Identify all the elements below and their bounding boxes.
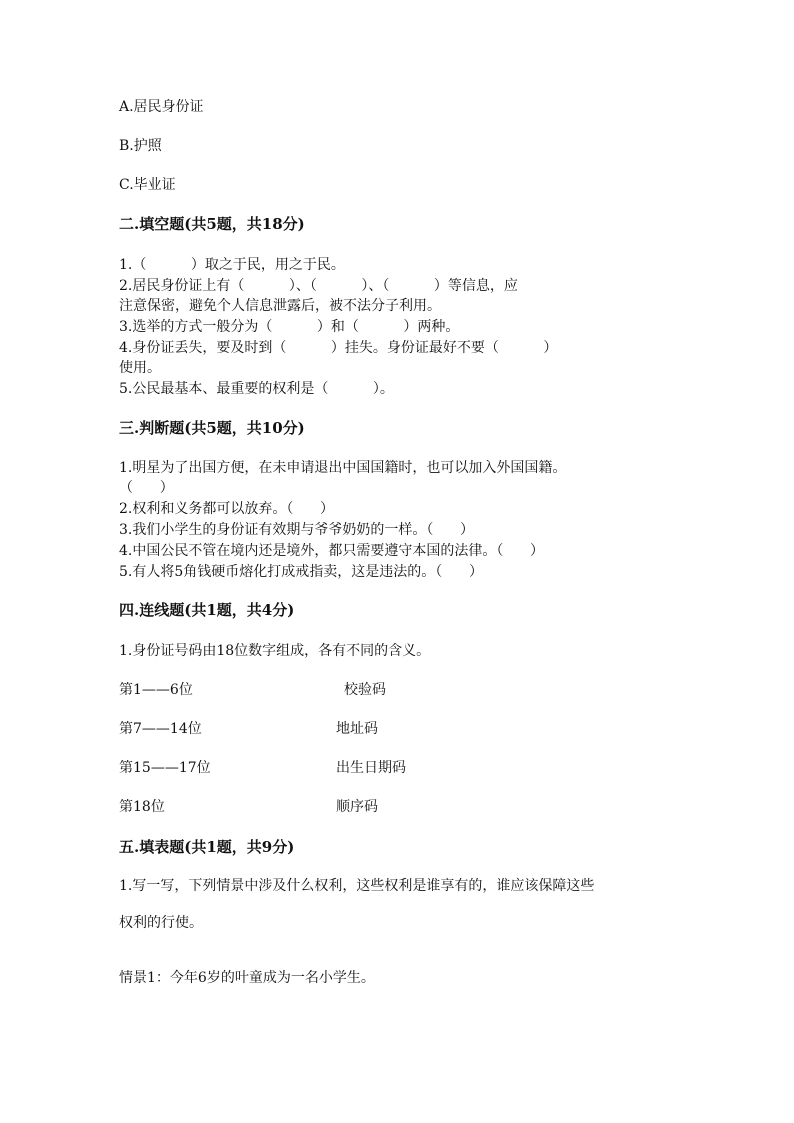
matching-left-item: 第1——6位 [119,682,193,698]
scenario-line: 情景1：今年6岁的叶童成为一名小学生。 [119,970,375,986]
question-line: （ ） [119,480,174,496]
matching-right-item: 地址码 [336,721,378,737]
option-a: A.居民身份证 [119,99,204,115]
section-heading-table: 五.填表题(共1题，共9分) [119,838,295,856]
option-b: B.护照 [119,138,162,154]
question-line: 3.我们小学生的身份证有效期与爷爷奶奶的一样。（ ） [119,522,475,538]
matching-left-item: 第18位 [119,799,165,815]
matching-intro: 1.身份证号码由18位数字组成，各有不同的含义。 [119,643,431,659]
matching-right-item: 出生日期码 [336,760,406,776]
question-line: 1.（ ）取之于民，用之于民。 [119,257,345,273]
question-line: 3.选举的方式一般分为（ ）和（ ）两种。 [119,319,460,335]
question-line: 4.身份证丢失，要及时到（ ）挂失。身份证最好不要（ ） [119,340,558,356]
matching-right-item: 校验码 [344,682,386,698]
question-line: 5.有人将5角钱硬币熔化打成戒指卖，这是违法的。（ ） [119,564,483,580]
question-line: 注意保密，避免个人信息泄露后，被不法分子利用。 [119,298,441,314]
matching-left-item: 第7——14位 [119,721,202,737]
matching-right-item: 顺序码 [336,799,378,815]
question-line: 1.明星为了出国方便，在未申请退出中国国籍时，也可以加入外国国籍。 [119,460,567,476]
question-line: 2.居民身份证上有（ ）、（ ）、（ ）等信息，应 [119,278,518,294]
question-line: 2.权利和义务都可以放弃。（ ） [119,501,335,517]
matching-left-item: 第15——17位 [119,760,211,776]
question-line: 4.中国公民不管在境内还是境外，都只需要遵守本国的法律。（ ） [119,543,545,559]
question-line: 权利的行使。 [119,915,203,931]
section-heading-fill-blank: 二.填空题(共5题，共18分) [119,215,305,233]
question-line: 1.写一写，下列情景中涉及什么权利，这些权利是谁享有的，谁应该保障这些 [119,878,595,894]
section-heading-matching: 四.连线题(共1题，共4分) [119,601,295,619]
option-c: C.毕业证 [119,177,176,193]
section-heading-true-false: 三.判断题(共5题，共10分) [119,419,305,437]
question-line: 使用。 [119,360,161,376]
question-line: 5.公民最基本、最重要的权利是（ ）。 [119,381,394,397]
